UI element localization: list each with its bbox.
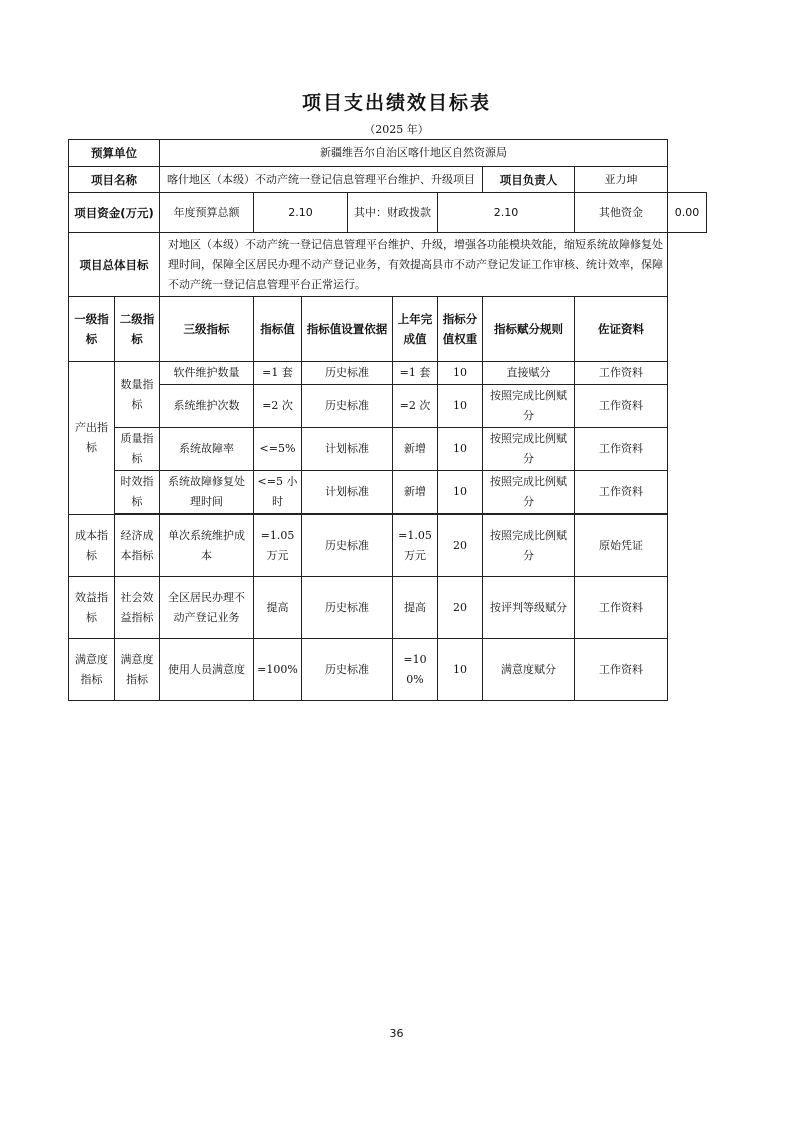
cell-basis: 历史标准 [302, 362, 393, 385]
group-output: 产出指标 [69, 362, 115, 515]
group-social-benefit: 社会效益指标 [115, 577, 160, 639]
table-row [69, 428, 707, 471]
cell-value: <=5 小时 [254, 471, 302, 514]
cell-last-year: =2 次 [393, 385, 438, 428]
cell-basis: 计划标准 [302, 471, 393, 514]
cell-evidence: 原始凭证 [575, 515, 668, 577]
table-row [69, 515, 707, 577]
column-header-row [69, 297, 707, 362]
cell-last-year: =100% [393, 639, 438, 701]
cell-last-year: =1 套 [393, 362, 438, 385]
cell-evidence: 工作资料 [575, 639, 668, 701]
cell-basis: 历史标准 [302, 385, 393, 428]
other-funds-label: 其他资金 [575, 193, 668, 233]
cell-rule: 直接赋分 [483, 362, 575, 385]
table-row [69, 140, 707, 167]
goal-text: 对地区（本级）不动产统一登记信息管理平台维护、升级，增强各功能模块效能，缩短系统故障修复处理时间，保障全区居民办理不动产登记业务，有效提高县市不动产登记发证工作审核、统计效率，保障不动产统一登记信息管理平台正常运行。 [160, 233, 668, 297]
cell-rule: 按照完成比例赋分 [483, 428, 575, 471]
cell-weight: 10 [438, 471, 483, 514]
group-quantity: 数量指标 [115, 362, 160, 428]
cell-rule: 按评判等级赋分 [483, 577, 575, 639]
budget-unit-value: 新疆维吾尔自治区喀什地区自然资源局 [160, 140, 668, 167]
cell-value: =1.05 万元 [254, 515, 302, 577]
cell-last-year: 新增 [393, 471, 438, 514]
table-row [69, 167, 707, 193]
table-row [69, 577, 707, 639]
table-row [69, 639, 707, 701]
group-timeliness: 时效指标 [115, 471, 160, 514]
group-quality: 质量指标 [115, 428, 160, 471]
cell-value: <=5% [254, 428, 302, 471]
cell-rule: 按照完成比例赋分 [483, 515, 575, 577]
cell-level3: 使用人员满意度 [160, 639, 254, 701]
fiscal-funding-value: 2.10 [438, 193, 575, 233]
cell-level3: 系统故障率 [160, 428, 254, 471]
cell-weight: 10 [438, 639, 483, 701]
cell-level3: 系统维护次数 [160, 385, 254, 428]
col-header-weight: 指标分值权重 [438, 297, 483, 362]
page-title: 项目支出绩效目标表 [301, 92, 491, 114]
cell-evidence: 工作资料 [575, 577, 668, 639]
cell-value: =100% [254, 639, 302, 701]
group-econ-cost: 经济成本指标 [115, 515, 160, 577]
cell-level3: 系统故障修复处理时间 [160, 471, 254, 514]
col-header-level3: 三级指标 [160, 297, 254, 362]
cell-level3: 软件维护数量 [160, 362, 254, 385]
col-header-basis: 指标值设置依据 [302, 297, 393, 362]
cell-weight: 20 [438, 515, 483, 577]
cell-last-year: 新增 [393, 428, 438, 471]
annual-budget-label: 年度预算总额 [160, 193, 254, 233]
cell-last-year: =1.05 万元 [393, 515, 438, 577]
cell-last-year: 提高 [393, 577, 438, 639]
cell-basis: 历史标准 [302, 577, 393, 639]
cell-evidence: 工作资料 [575, 385, 668, 428]
cell-level3: 单次系统维护成本 [160, 515, 254, 577]
group-satisfaction-level2: 满意度指标 [115, 639, 160, 701]
project-lead-label: 项目负责人 [483, 167, 575, 193]
page-number: 36 [389, 1027, 404, 1040]
table-row [69, 385, 707, 428]
cell-weight: 10 [438, 385, 483, 428]
table-row [69, 233, 707, 297]
group-satisfaction: 满意度指标 [69, 639, 115, 701]
col-header-last-year: 上年完成值 [393, 297, 438, 362]
cell-weight: 10 [438, 362, 483, 385]
table-row [69, 193, 707, 233]
col-header-level2: 二级指标 [115, 297, 160, 362]
cell-value: =1 套 [254, 362, 302, 385]
cell-basis: 历史标准 [302, 515, 393, 577]
performance-goal-table [68, 139, 707, 701]
table-row [69, 362, 707, 385]
cell-basis: 计划标准 [302, 428, 393, 471]
group-cost: 成本指标 [69, 515, 115, 577]
project-lead-value: 亚力坤 [575, 167, 668, 193]
cell-value: 提高 [254, 577, 302, 639]
col-header-rule: 指标赋分规则 [483, 297, 575, 362]
cell-rule: 按照完成比例赋分 [483, 471, 575, 514]
cell-rule: 满意度赋分 [483, 639, 575, 701]
project-name-label: 项目名称 [69, 167, 160, 193]
annual-budget-value: 2.10 [254, 193, 348, 233]
col-header-value: 指标值 [254, 297, 302, 362]
funds-label: 项目资金(万元) [69, 193, 160, 233]
cell-evidence: 工作资料 [575, 362, 668, 385]
budget-unit-label: 预算单位 [69, 140, 160, 167]
cell-evidence: 工作资料 [575, 428, 668, 471]
fiscal-funding-label: 其中：财政拨款 [348, 193, 438, 233]
col-header-level1: 一级指标 [69, 297, 115, 362]
col-header-evidence: 佐证资料 [575, 297, 668, 362]
group-benefit: 效益指标 [69, 577, 115, 639]
cell-weight: 20 [438, 577, 483, 639]
project-name-value: 喀什地区（本级）不动产统一登记信息管理平台维护、升级项目 [160, 167, 483, 193]
cell-evidence: 工作资料 [575, 471, 668, 514]
other-funds-value: 0.00 [668, 193, 707, 233]
table-row [69, 471, 707, 514]
goal-label: 项目总体目标 [69, 233, 160, 297]
cell-level3: 全区居民办理不动产登记业务 [160, 577, 254, 639]
cell-value: =2 次 [254, 385, 302, 428]
cell-basis: 历史标准 [302, 639, 393, 701]
year-label: （2025 年） [364, 123, 429, 136]
cell-weight: 10 [438, 428, 483, 471]
cell-rule: 按照完成比例赋分 [483, 385, 575, 428]
